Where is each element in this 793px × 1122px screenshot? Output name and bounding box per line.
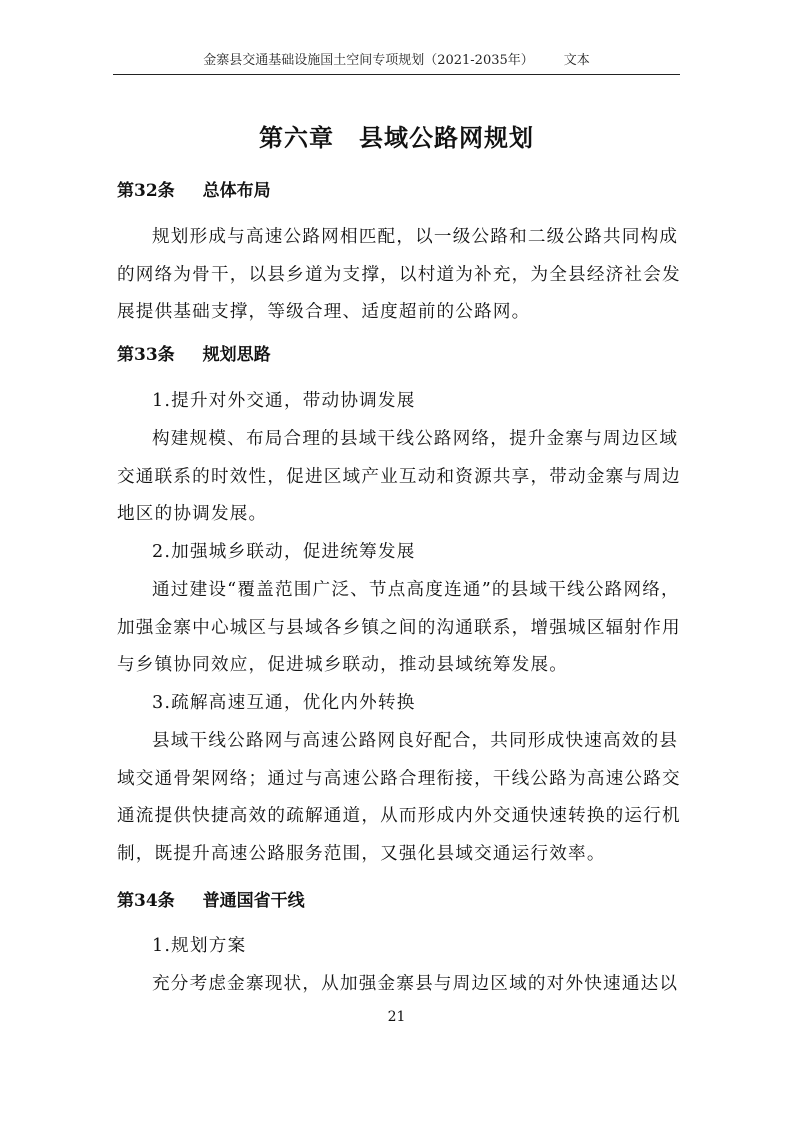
paragraph-line: 构建规模、布局合理的县域干线公路网络，提升金寨与周边区域 <box>152 429 679 449</box>
paragraph-line: 通流提供快捷高效的疏解通道，从而形成内外交通快速转换的运行机 <box>117 806 681 826</box>
article-title: 总体布局 <box>202 181 271 201</box>
header-divider <box>113 74 680 75</box>
paragraph-line: 地区的协调发展。 <box>117 504 268 524</box>
paragraph-line: 的网络为骨干，以县乡道为支撑，以村道为补充，为全县经济社会发 <box>117 265 681 285</box>
paragraph-line: 加强金寨中心城区与县域各乡镇之间的沟通联系，增强城区辐射作用 <box>117 618 681 638</box>
article-number: 第33条 <box>117 345 175 365</box>
page-number: 21 <box>387 1009 406 1025</box>
paragraph-line: 与乡镇协同效应，促进城乡联动，推动县域统筹发展。 <box>117 655 569 675</box>
paragraph-line: 县域干线公路网与高速公路网良好配合，共同形成快速高效的县 <box>152 731 679 751</box>
article-heading-33 <box>117 344 271 366</box>
header-title: 金寨县交通基础设施国土空间专项规划（2021-2035年） <box>203 53 534 68</box>
article-title: 普通国省干线 <box>202 891 305 911</box>
chapter-title: 第六章 县域公路网规划 <box>259 124 534 152</box>
article-heading-32 <box>117 180 271 202</box>
paragraph-line: 制，既提升高速公路服务范围，又强化县域交通运行效率。 <box>117 844 606 864</box>
article-number: 第32条 <box>117 181 175 201</box>
list-heading: 3.疏解高速互通，优化内外转换 <box>152 693 416 713</box>
article-title: 规划思路 <box>202 345 271 365</box>
paragraph-line: 充分考虑金寨现状，从加强金寨县与周边区域的对外快速通达以 <box>152 974 679 994</box>
paragraph-line: 域交通骨架网络；通过与高速公路合理衔接，干线公路为高速公路交 <box>117 769 681 789</box>
list-heading: 2.加强城乡联动，促进统筹发展 <box>152 542 416 562</box>
paragraph-line: 展提供基础支撑，等级合理、适度超前的公路网。 <box>117 302 531 322</box>
list-heading: 1.规划方案 <box>152 936 247 956</box>
running-header <box>113 53 680 69</box>
article-heading-34 <box>117 890 305 912</box>
paragraph-line: 通过建设“覆盖范围广泛、节点高度连通”的县域干线公路网络， <box>152 580 680 600</box>
list-heading: 1.提升对外交通，带动协调发展 <box>152 391 416 411</box>
paragraph-line: 交通联系的时效性，促进区域产业互动和资源共享，带动金寨与周边 <box>117 467 681 487</box>
article-number: 第34条 <box>117 891 175 911</box>
paragraph-line: 规划形成与高速公路网相匹配，以一级公路和二级公路共同构成 <box>152 227 679 247</box>
header-label: 文本 <box>563 53 590 68</box>
